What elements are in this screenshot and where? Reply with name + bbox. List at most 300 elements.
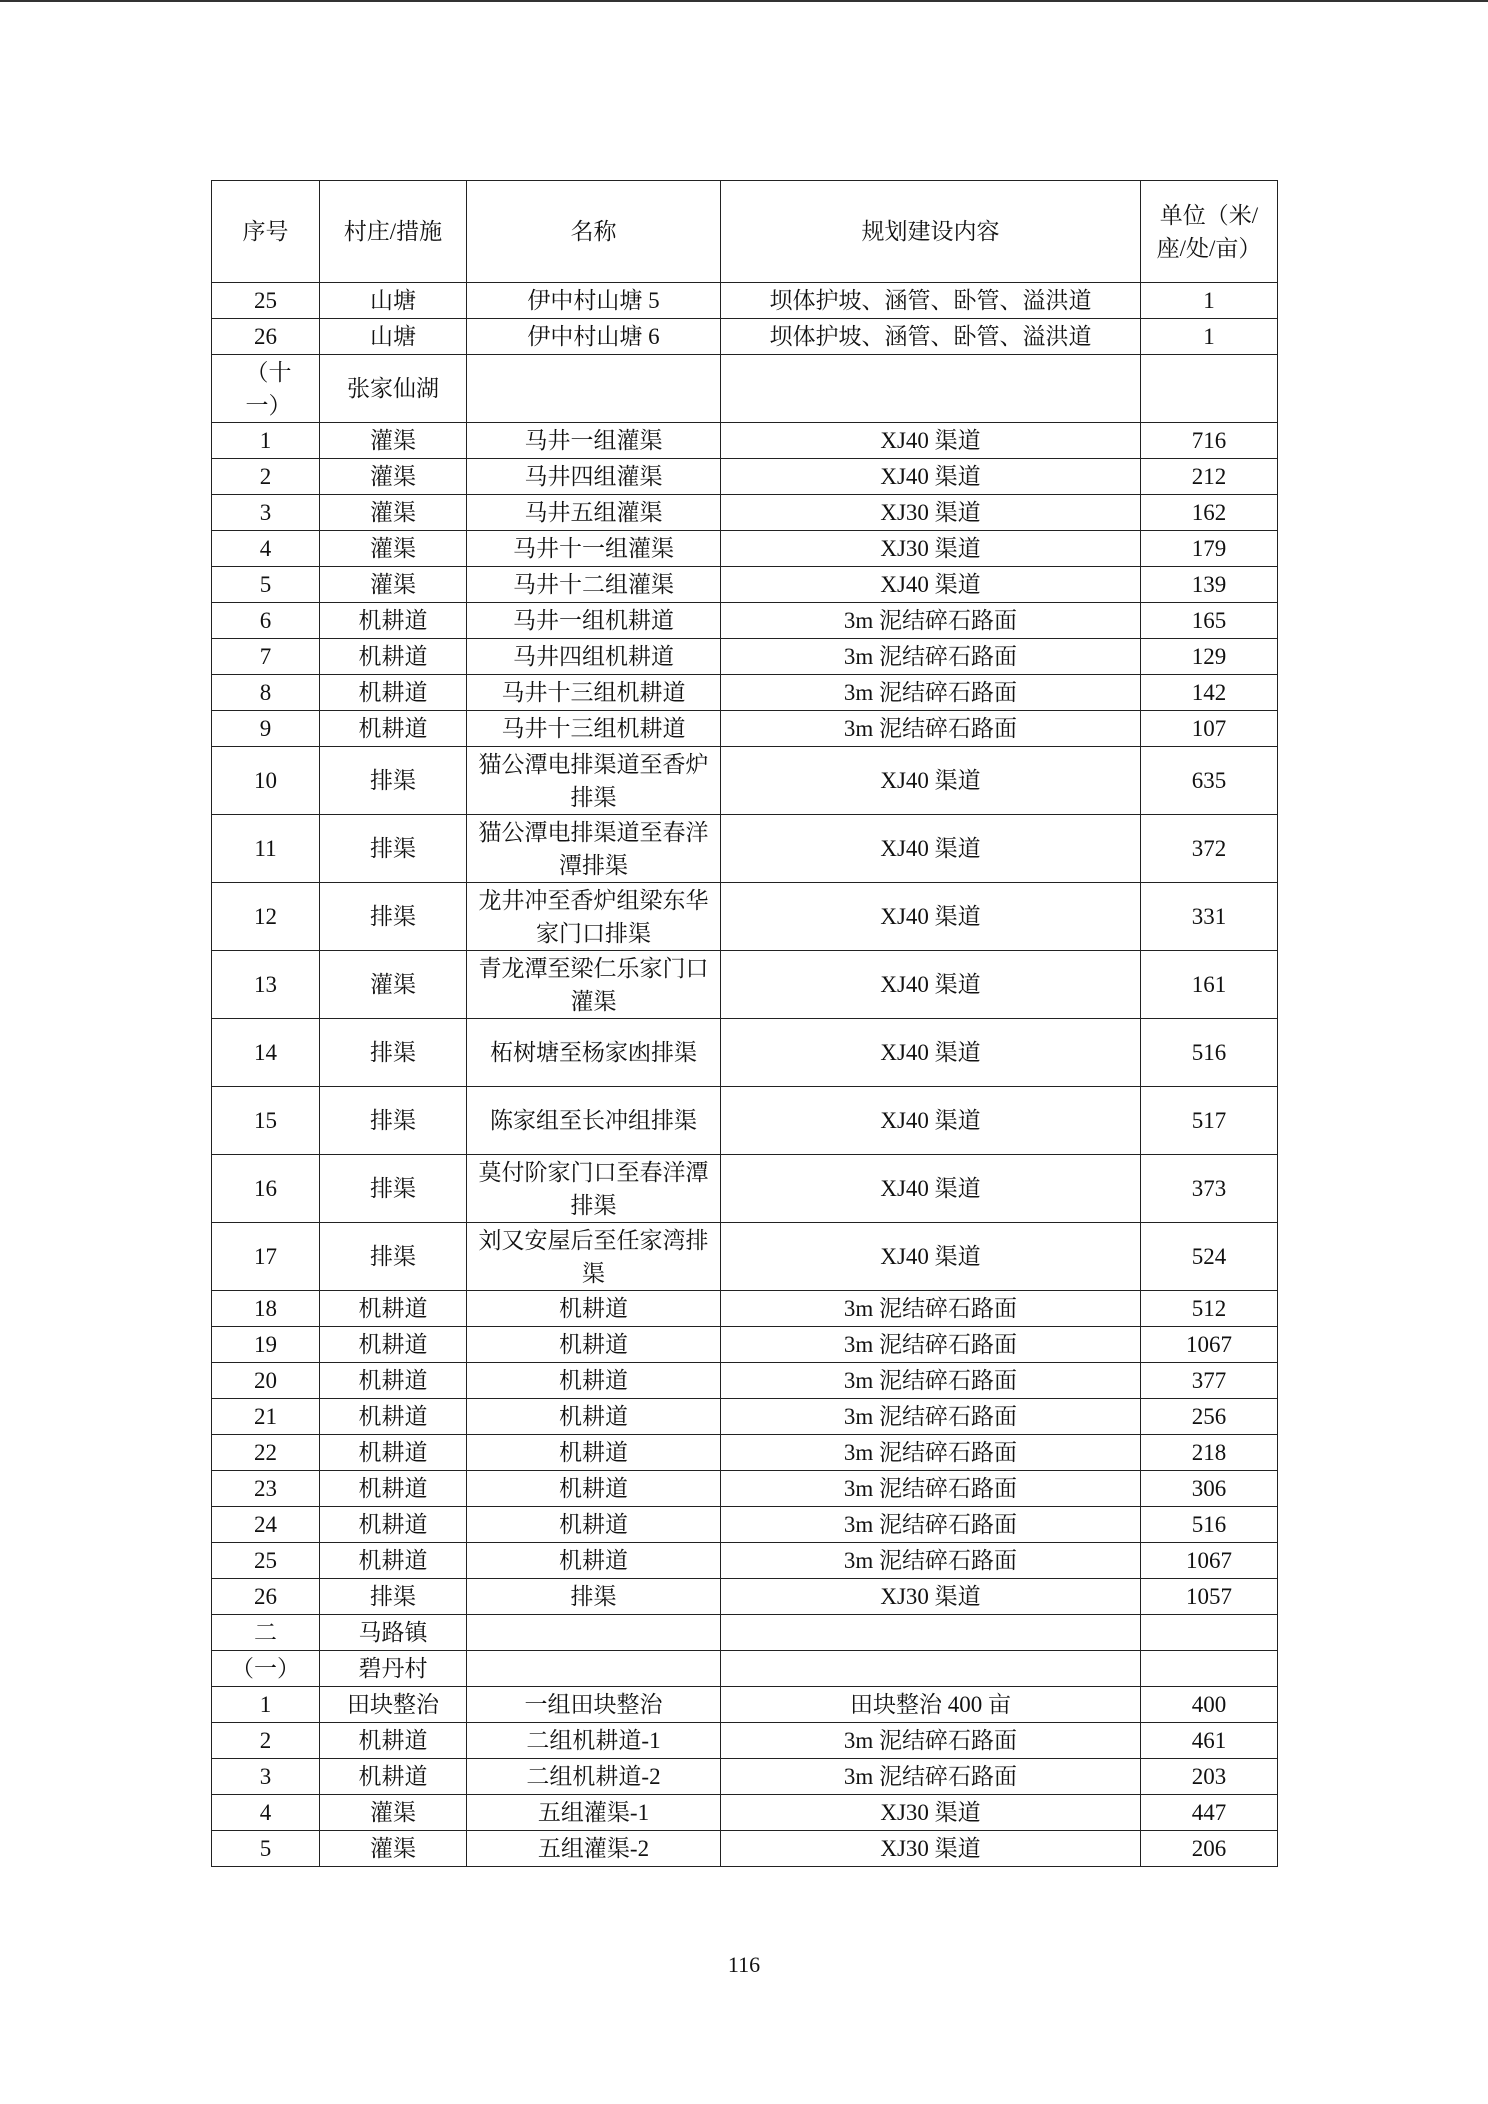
table-row	[212, 1087, 1278, 1155]
cell-village-measure	[320, 459, 467, 495]
cell-village-measure	[320, 883, 467, 951]
cell-unit-quantity	[1141, 1615, 1278, 1651]
cell-village-measure	[320, 495, 467, 531]
cell-construction-content	[721, 459, 1141, 495]
cell-village-measure	[320, 1687, 467, 1723]
cell-unit-quantity	[1141, 747, 1278, 815]
cell-construction-content-text: 3m 泥结碎石路面	[843, 1332, 1018, 1357]
cell-unit-quantity	[1141, 1327, 1278, 1363]
cell-construction-content	[721, 423, 1141, 459]
cell-construction-content-text: XJ40 渠道	[880, 572, 981, 597]
cell-serial-number-text: 15	[254, 1108, 277, 1133]
cell-name-text: 马井五组灌渠	[524, 500, 663, 525]
cell-name	[467, 1579, 721, 1615]
cell-serial-number-text: 8	[259, 680, 272, 705]
cell-serial-number	[212, 567, 320, 603]
cell-name	[467, 319, 721, 355]
cell-unit-quantity	[1141, 1223, 1278, 1291]
cell-name-text: 一组田块整治	[524, 1692, 663, 1717]
cell-name-text: 马井一组灌渠	[524, 428, 663, 453]
cell-name	[467, 459, 721, 495]
cell-village-measure-text: 机耕道	[358, 680, 428, 705]
cell-village-measure	[320, 1831, 467, 1867]
cell-unit-quantity-text: 218	[1191, 1440, 1227, 1465]
cell-name	[467, 1019, 721, 1087]
table-row	[212, 603, 1278, 639]
cell-serial-number	[212, 1723, 320, 1759]
table-row	[212, 1291, 1278, 1327]
cell-name-text: 五组灌渠-2	[537, 1836, 650, 1861]
cell-village-measure-text: 排渠	[370, 1108, 416, 1133]
cell-construction-content	[721, 355, 1141, 423]
cell-name-text: 猫公潭电排渠道至春洋潭排渠	[478, 819, 709, 878]
cell-construction-content	[721, 1223, 1141, 1291]
cell-serial-number-text: 24	[254, 1512, 277, 1537]
cell-construction-content-text: 坝体护坡、涵管、卧管、溢洪道	[769, 324, 1092, 349]
cell-serial-number	[212, 1155, 320, 1223]
table-row	[212, 1507, 1278, 1543]
cell-village-measure	[320, 1651, 467, 1687]
cell-unit-quantity	[1141, 1363, 1278, 1399]
cell-serial-number-text: 二	[254, 1620, 277, 1645]
cell-unit-quantity	[1141, 1579, 1278, 1615]
cell-construction-content-text: XJ30 渠道	[880, 1800, 981, 1825]
cell-construction-content	[721, 951, 1141, 1019]
cell-name-text: 机耕道	[559, 1404, 628, 1429]
cell-construction-content	[721, 531, 1141, 567]
header-village-measure: 村庄/措施	[320, 181, 467, 283]
cell-serial-number	[212, 1291, 320, 1327]
cell-serial-number-text: 20	[254, 1368, 277, 1393]
cell-unit-quantity-text: 162	[1191, 500, 1227, 525]
cell-construction-content	[721, 883, 1141, 951]
cell-name-text: 马井四组机耕道	[513, 644, 674, 669]
table-row	[212, 1615, 1278, 1651]
cell-construction-content-text: 3m 泥结碎石路面	[843, 1476, 1018, 1501]
cell-serial-number-text: 3	[259, 500, 272, 525]
cell-construction-content	[721, 1399, 1141, 1435]
cell-village-measure	[320, 1087, 467, 1155]
cell-construction-content-text: 3m 泥结碎石路面	[843, 1368, 1018, 1393]
table-header-row	[212, 181, 1278, 283]
cell-village-measure	[320, 283, 467, 319]
cell-construction-content	[721, 1831, 1141, 1867]
cell-village-measure-text: 机耕道	[358, 1764, 428, 1789]
cell-name	[467, 1759, 721, 1795]
cell-village-measure-text: 机耕道	[358, 1404, 428, 1429]
cell-name-text: 猫公潭电排渠道至香炉排渠	[478, 751, 709, 810]
cell-unit-quantity	[1141, 711, 1278, 747]
cell-serial-number	[212, 1795, 320, 1831]
cell-village-measure-text: 山塘	[370, 288, 416, 313]
cell-name-text: 马井十二组灌渠	[513, 572, 674, 597]
cell-unit-quantity	[1141, 1155, 1278, 1223]
cell-serial-number-text: 21	[254, 1404, 277, 1429]
cell-village-measure-text: 灌渠	[370, 572, 416, 597]
table-row	[212, 319, 1278, 355]
cell-village-measure-text: 灌渠	[370, 1836, 416, 1861]
cell-unit-quantity-text: 516	[1191, 1512, 1227, 1537]
cell-serial-number	[212, 1223, 320, 1291]
header-name: 名称	[467, 181, 721, 283]
table-row	[212, 1579, 1278, 1615]
cell-serial-number	[212, 355, 320, 423]
cell-name-text: 马井十三组机耕道	[501, 716, 686, 741]
page-number: 116	[727, 1952, 761, 1977]
cell-unit-quantity-text: 306	[1191, 1476, 1227, 1501]
cell-unit-quantity	[1141, 1507, 1278, 1543]
table-body	[212, 283, 1278, 1867]
cell-name-text: 机耕道	[559, 1476, 628, 1501]
table-row	[212, 675, 1278, 711]
header-construction-content: 规划建设内容	[721, 181, 1141, 283]
cell-village-measure-text: 排渠	[370, 1176, 416, 1201]
table-row	[212, 1363, 1278, 1399]
cell-name	[467, 495, 721, 531]
cell-village-measure	[320, 1543, 467, 1579]
cell-serial-number-text: 6	[259, 608, 272, 633]
cell-name	[467, 1831, 721, 1867]
cell-unit-quantity-text: 373	[1191, 1176, 1227, 1201]
cell-construction-content-text: 3m 泥结碎石路面	[843, 644, 1018, 669]
cell-name	[467, 1363, 721, 1399]
cell-construction-content	[721, 1759, 1141, 1795]
cell-serial-number	[212, 283, 320, 319]
cell-village-measure	[320, 603, 467, 639]
cell-village-measure-text: 排渠	[370, 1040, 416, 1065]
cell-unit-quantity-text: 331	[1191, 904, 1227, 929]
cell-village-measure-text: 机耕道	[358, 1512, 428, 1537]
cell-unit-quantity-text: 142	[1191, 680, 1227, 705]
cell-construction-content	[721, 567, 1141, 603]
cell-village-measure-text: 张家仙湖	[347, 376, 439, 401]
cell-serial-number-text: 11	[254, 836, 277, 861]
cell-construction-content	[721, 1435, 1141, 1471]
cell-village-measure-text: 灌渠	[370, 1800, 416, 1825]
cell-serial-number-text: 1	[259, 1692, 272, 1717]
cell-village-measure-text: 灌渠	[370, 500, 416, 525]
cell-name	[467, 1651, 721, 1687]
cell-construction-content-text: 坝体护坡、涵管、卧管、溢洪道	[769, 288, 1092, 313]
cell-construction-content-text: 3m 泥结碎石路面	[843, 1548, 1018, 1573]
cell-construction-content-text: XJ40 渠道	[880, 972, 981, 997]
cell-construction-content	[721, 1327, 1141, 1363]
cell-name-text: 机耕道	[559, 1512, 628, 1537]
table-row	[212, 1687, 1278, 1723]
cell-unit-quantity	[1141, 1651, 1278, 1687]
cell-village-measure-text: 机耕道	[358, 1332, 428, 1357]
table-row	[212, 355, 1278, 423]
cell-name-text: 马井四组灌渠	[524, 464, 663, 489]
cell-construction-content	[721, 1363, 1141, 1399]
cell-construction-content	[721, 1723, 1141, 1759]
cell-serial-number	[212, 459, 320, 495]
cell-village-measure-text: 机耕道	[358, 716, 428, 741]
cell-village-measure-text: 机耕道	[358, 644, 428, 669]
cell-name	[467, 1399, 721, 1435]
cell-name-text: 莫付阶家门口至春洋潭排渠	[478, 1159, 709, 1218]
cell-serial-number	[212, 711, 320, 747]
table-row	[212, 1759, 1278, 1795]
cell-construction-content	[721, 1651, 1141, 1687]
cell-name-text: 陈家组至长冲组排渠	[490, 1108, 697, 1133]
cell-serial-number	[212, 1327, 320, 1363]
cell-construction-content	[721, 495, 1141, 531]
cell-unit-quantity-text: 165	[1191, 608, 1227, 633]
cell-construction-content	[721, 1155, 1141, 1223]
cell-village-measure	[320, 815, 467, 883]
cell-unit-quantity-text: 256	[1191, 1404, 1227, 1429]
cell-serial-number	[212, 1019, 320, 1087]
cell-name	[467, 283, 721, 319]
cell-name-text: 机耕道	[559, 1332, 628, 1357]
cell-name-text: 刘又安屋后至任家湾排渠	[478, 1227, 709, 1286]
cell-construction-content-text: XJ40 渠道	[880, 1176, 981, 1201]
cell-unit-quantity-text: 512	[1191, 1296, 1227, 1321]
cell-unit-quantity-text: 447	[1191, 1800, 1227, 1825]
cell-unit-quantity	[1141, 495, 1278, 531]
cell-name	[467, 423, 721, 459]
cell-village-measure	[320, 1155, 467, 1223]
cell-name	[467, 531, 721, 567]
table-row	[212, 1435, 1278, 1471]
cell-village-measure-text: 排渠	[370, 768, 416, 793]
cell-unit-quantity-text: 1057	[1186, 1584, 1232, 1609]
cell-serial-number-text: （一）	[231, 1656, 300, 1681]
cell-unit-quantity-text: 517	[1191, 1108, 1227, 1133]
cell-serial-number	[212, 1615, 320, 1651]
cell-name-text: 马井一组机耕道	[513, 608, 674, 633]
cell-serial-number-text: 16	[254, 1176, 277, 1201]
cell-construction-content	[721, 1291, 1141, 1327]
cell-village-measure-text: 机耕道	[358, 608, 428, 633]
cell-unit-quantity	[1141, 1831, 1278, 1867]
cell-construction-content-text: XJ30 渠道	[880, 1836, 981, 1861]
cell-serial-number-text: 22	[254, 1440, 277, 1465]
cell-serial-number	[212, 1471, 320, 1507]
cell-construction-content	[721, 1795, 1141, 1831]
cell-name	[467, 815, 721, 883]
cell-serial-number-text: 7	[259, 644, 272, 669]
cell-village-measure	[320, 711, 467, 747]
cell-construction-content-text: XJ40 渠道	[880, 464, 981, 489]
cell-unit-quantity	[1141, 283, 1278, 319]
cell-unit-quantity-text: 1	[1203, 288, 1215, 313]
cell-unit-quantity	[1141, 1471, 1278, 1507]
cell-serial-number-text: 26	[254, 1584, 277, 1609]
cell-name-text: 伊中村山塘 5	[527, 288, 660, 313]
cell-serial-number	[212, 1087, 320, 1155]
cell-serial-number	[212, 1831, 320, 1867]
table-row	[212, 1795, 1278, 1831]
cell-construction-content	[721, 283, 1141, 319]
cell-serial-number	[212, 423, 320, 459]
cell-serial-number	[212, 883, 320, 951]
cell-name	[467, 1291, 721, 1327]
cell-name	[467, 675, 721, 711]
cell-village-measure	[320, 1795, 467, 1831]
table-row	[212, 459, 1278, 495]
cell-construction-content	[721, 639, 1141, 675]
cell-unit-quantity-text: 461	[1191, 1728, 1227, 1753]
cell-serial-number	[212, 1507, 320, 1543]
cell-serial-number	[212, 747, 320, 815]
cell-unit-quantity-text: 129	[1191, 644, 1227, 669]
cell-name	[467, 747, 721, 815]
cell-construction-content	[721, 1471, 1141, 1507]
cell-serial-number	[212, 1399, 320, 1435]
cell-village-measure-text: 机耕道	[358, 1548, 428, 1573]
cell-construction-content-text: 3m 泥结碎石路面	[843, 1764, 1018, 1789]
cell-village-measure-text: 田块整治	[347, 1692, 439, 1717]
cell-unit-quantity	[1141, 1687, 1278, 1723]
cell-serial-number-text: 1	[259, 428, 272, 453]
cell-name	[467, 951, 721, 1019]
cell-serial-number-text: 4	[259, 1800, 272, 1825]
header-unit-text: 单位（米/座/处/亩）	[1156, 202, 1262, 261]
cell-village-measure-text: 灌渠	[370, 972, 416, 997]
cell-serial-number-text: 17	[254, 1244, 277, 1269]
cell-construction-content	[721, 675, 1141, 711]
cell-unit-quantity-text: 212	[1191, 464, 1227, 489]
cell-unit-quantity	[1141, 1543, 1278, 1579]
cell-serial-number-text: 5	[259, 572, 272, 597]
cell-construction-content-text: XJ30 渠道	[880, 1584, 981, 1609]
cell-name	[467, 1507, 721, 1543]
cell-serial-number-text: 25	[254, 288, 277, 313]
cell-name	[467, 603, 721, 639]
cell-name-text: 伊中村山塘 6	[527, 324, 660, 349]
cell-construction-content	[721, 1507, 1141, 1543]
cell-village-measure	[320, 531, 467, 567]
cell-name-text: 二组机耕道-2	[526, 1764, 661, 1789]
cell-unit-quantity	[1141, 675, 1278, 711]
cell-construction-content	[721, 747, 1141, 815]
cell-village-measure-text: 机耕道	[358, 1440, 428, 1465]
table-row	[212, 815, 1278, 883]
planning-table	[211, 180, 1278, 1867]
cell-serial-number	[212, 951, 320, 1019]
cell-village-measure	[320, 1579, 467, 1615]
cell-serial-number-text: 19	[254, 1332, 277, 1357]
table-row	[212, 495, 1278, 531]
cell-serial-number	[212, 319, 320, 355]
cell-unit-quantity	[1141, 1795, 1278, 1831]
table-row	[212, 531, 1278, 567]
cell-unit-quantity-text: 372	[1191, 836, 1227, 861]
cell-name	[467, 639, 721, 675]
cell-village-measure	[320, 423, 467, 459]
cell-unit-quantity	[1141, 1723, 1278, 1759]
cell-serial-number	[212, 675, 320, 711]
cell-serial-number	[212, 1651, 320, 1687]
cell-serial-number	[212, 1687, 320, 1723]
cell-village-measure	[320, 1435, 467, 1471]
table-row	[212, 1831, 1278, 1867]
cell-unit-quantity	[1141, 815, 1278, 883]
cell-village-measure	[320, 1327, 467, 1363]
cell-village-measure	[320, 639, 467, 675]
cell-construction-content-text: 3m 泥结碎石路面	[843, 1728, 1018, 1753]
cell-unit-quantity-text: 179	[1191, 536, 1227, 561]
cell-unit-quantity	[1141, 603, 1278, 639]
cell-serial-number-text: 3	[259, 1764, 272, 1789]
cell-village-measure	[320, 1759, 467, 1795]
cell-serial-number	[212, 1579, 320, 1615]
table-row	[212, 1543, 1278, 1579]
cell-construction-content	[721, 319, 1141, 355]
table-row	[212, 423, 1278, 459]
cell-unit-quantity	[1141, 951, 1278, 1019]
cell-village-measure	[320, 1399, 467, 1435]
cell-unit-quantity	[1141, 531, 1278, 567]
cell-construction-content-text: XJ40 渠道	[880, 768, 981, 793]
cell-village-measure	[320, 567, 467, 603]
cell-name-text: 机耕道	[559, 1296, 628, 1321]
cell-serial-number-text: 4	[259, 536, 272, 561]
cell-name	[467, 355, 721, 423]
cell-construction-content-text: XJ30 渠道	[880, 500, 981, 525]
cell-village-measure-text: 灌渠	[370, 536, 416, 561]
cell-name-text: 马井十一组灌渠	[513, 536, 674, 561]
cell-village-measure-text: 机耕道	[358, 1728, 428, 1753]
cell-name	[467, 1723, 721, 1759]
table-row	[212, 639, 1278, 675]
cell-serial-number-text: 10	[254, 768, 277, 793]
table-row	[212, 1019, 1278, 1087]
cell-unit-quantity-text: 1067	[1186, 1332, 1232, 1357]
cell-unit-quantity	[1141, 1087, 1278, 1155]
cell-name	[467, 1543, 721, 1579]
cell-construction-content	[721, 1019, 1141, 1087]
cell-village-measure-text: 排渠	[370, 1584, 416, 1609]
cell-village-measure	[320, 355, 467, 423]
cell-construction-content-text: 3m 泥结碎石路面	[843, 680, 1018, 705]
cell-unit-quantity-text: 107	[1191, 716, 1227, 741]
cell-name-text: 机耕道	[559, 1440, 628, 1465]
cell-serial-number-text: 23	[254, 1476, 277, 1501]
cell-construction-content	[721, 1543, 1141, 1579]
cell-village-measure-text: 排渠	[370, 1244, 416, 1269]
cell-name-text: 柘树塘至杨家凼排渠	[490, 1040, 697, 1065]
cell-village-measure-text: 碧丹村	[358, 1656, 428, 1681]
cell-construction-content-text: 3m 泥结碎石路面	[843, 716, 1018, 741]
table-row	[212, 1223, 1278, 1291]
cell-serial-number-text: 12	[254, 904, 277, 929]
cell-serial-number	[212, 531, 320, 567]
cell-construction-content-text: 3m 泥结碎石路面	[843, 1404, 1018, 1429]
cell-name	[467, 1471, 721, 1507]
cell-village-measure	[320, 1019, 467, 1087]
cell-name-text: 龙井冲至香炉组梁东华家门口排渠	[478, 887, 709, 946]
cell-construction-content-text: 田块整治 400 亩	[850, 1692, 1011, 1717]
cell-village-measure-text: 山塘	[370, 324, 416, 349]
cell-village-measure-text: 机耕道	[358, 1368, 428, 1393]
cell-name	[467, 883, 721, 951]
cell-serial-number-text: 18	[254, 1296, 277, 1321]
cell-serial-number	[212, 1363, 320, 1399]
cell-construction-content-text: XJ40 渠道	[880, 1244, 981, 1269]
cell-construction-content-text: 3m 泥结碎石路面	[843, 608, 1018, 633]
cell-unit-quantity	[1141, 423, 1278, 459]
cell-village-measure-text: 马路镇	[358, 1620, 428, 1645]
table-row	[212, 1155, 1278, 1223]
cell-construction-content-text: 3m 泥结碎石路面	[843, 1512, 1018, 1537]
table-row	[212, 1399, 1278, 1435]
cell-village-measure-text: 机耕道	[358, 1476, 428, 1501]
cell-construction-content	[721, 1615, 1141, 1651]
cell-name	[467, 1327, 721, 1363]
